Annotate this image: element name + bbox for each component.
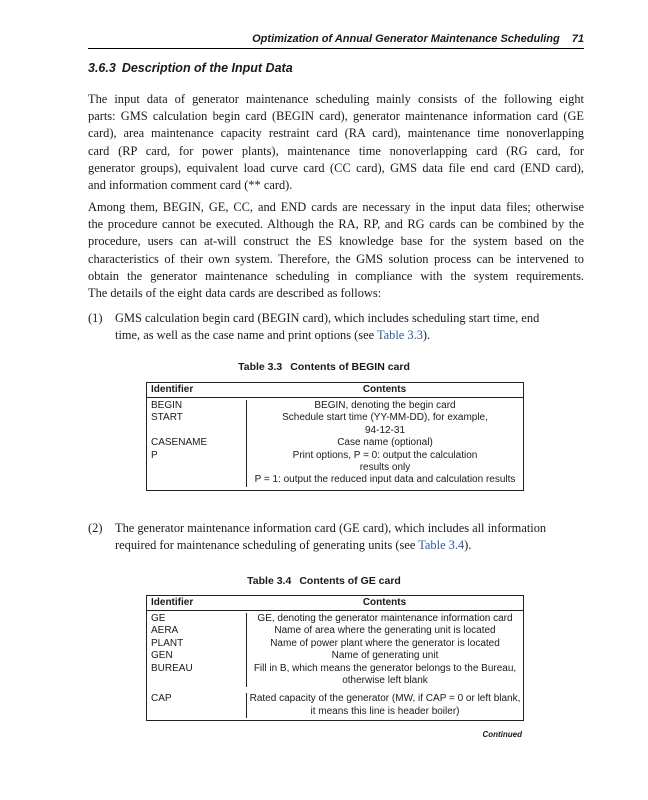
section-title: Description of the Input Data xyxy=(121,61,293,75)
table-row xyxy=(147,437,523,449)
table-row xyxy=(147,400,523,412)
cell-identifier: CAP xyxy=(151,693,172,705)
paragraph-1 xyxy=(88,91,584,194)
cell-contents: it means this line is header boiler) xyxy=(310,705,460,717)
text-line: generator groups), equivalent load curve card (CC card), GMS data file end card (END card), xyxy=(88,160,584,175)
header-contents: Contents xyxy=(362,384,407,395)
cell-identifier: BEGIN xyxy=(151,400,183,411)
text-line: obtain the generator maintenance scheduling in compliance with the system requirements. xyxy=(88,268,584,283)
cell-contents: otherwise left blank xyxy=(342,675,428,687)
text-line: procedure, users can at-will construct the ES knowledge base for the system based on the xyxy=(88,234,584,249)
section-heading xyxy=(88,61,293,75)
table-number: Table 3.4 xyxy=(247,575,292,587)
text-line: characteristics of their own system. Therefore, the GMS solution process can be intervened to xyxy=(88,251,584,266)
text-line: time, as well as the case name and print options (see xyxy=(115,328,377,343)
table-3-3-caption xyxy=(0,361,648,373)
cell-contents: BEGIN, denoting the begin card xyxy=(314,400,456,411)
running-title: Optimization of Annual Generator Maintenance Scheduling xyxy=(252,33,560,45)
table-number: Table 3.3 xyxy=(238,361,283,373)
text-line: the procedure cannot be executed. Although the RA, RP, and RG cards can be combined by the xyxy=(88,217,584,232)
cell-identifier: CASENAME xyxy=(151,437,208,449)
table-header xyxy=(147,383,523,398)
table-link[interactable]: Table 3.4 xyxy=(418,538,465,553)
table-row xyxy=(147,450,523,475)
list-item-2 xyxy=(88,520,584,554)
continued-note: Continued xyxy=(482,730,522,739)
cell-contents: Fill in B, which means the generator belongs to the Bureau, xyxy=(253,662,517,674)
text-line: ). xyxy=(464,538,472,553)
table-3-4 xyxy=(146,595,524,721)
list-label: (2) xyxy=(88,521,103,535)
list-label: (1) xyxy=(88,311,103,325)
cell-identifier: GEN xyxy=(151,650,173,662)
cell-contents: results only xyxy=(359,462,411,474)
cell-identifier xyxy=(147,474,246,486)
table-row xyxy=(147,412,523,437)
cell-identifier: START xyxy=(151,412,183,424)
cell-contents: 94-12-31 xyxy=(364,424,406,436)
text-line: The generator maintenance information card (GE card), which includes all information xyxy=(115,521,547,535)
running-header xyxy=(88,32,584,49)
header-identifier: Identifier xyxy=(151,597,194,608)
text-line: and information comment card (** card). xyxy=(88,178,293,193)
table-row xyxy=(147,650,523,662)
cell-contents: Name of generating unit xyxy=(331,650,439,662)
cell-identifier: AERA xyxy=(151,625,179,637)
text-line: required for maintenance scheduling of generating units (see xyxy=(115,538,419,553)
table-link[interactable]: Table 3.3 xyxy=(376,328,423,343)
cell-identifier: PLANT xyxy=(151,637,184,649)
text-line: parts: GMS calculation begin card (BEGIN card), generator maintenance information card (GE xyxy=(88,109,584,124)
text-line: GMS calculation begin card (BEGIN card), which includes scheduling start time, end xyxy=(115,311,540,325)
table-title: Contents of GE card xyxy=(299,575,401,587)
page-number: 71 xyxy=(571,33,584,45)
cell-contents: Schedule start time (YY-MM-DD), for example, xyxy=(282,412,488,424)
header-identifier: Identifier xyxy=(151,384,194,395)
cell-contents: Name of power plant where the generator is located xyxy=(270,637,500,649)
text-line: The details of the eight data cards are described as follows: xyxy=(88,286,382,301)
cell-identifier: BUREAU xyxy=(151,662,193,674)
cell-contents: Print options, P = 0: output the calculation xyxy=(292,449,478,461)
cell-identifier: GE xyxy=(151,613,166,624)
cell-contents: Rated capacity of the generator (MW, if CAP = 0 or left blank, xyxy=(249,693,521,705)
text-line: card (RP card, for power plants), maintenance time nonoverlapping card (RG card, for xyxy=(88,143,584,158)
cell-contents: Case name (optional) xyxy=(337,437,433,449)
text-line: ). xyxy=(422,328,431,343)
header-contents: Contents xyxy=(362,597,407,608)
table-row xyxy=(147,693,523,720)
list-item-1 xyxy=(88,310,584,344)
cell-contents: GE, denoting the generator maintenance information card xyxy=(257,613,513,624)
cell-contents: Name of area where the generating unit is located xyxy=(274,625,496,637)
table-header xyxy=(147,596,523,611)
table-row xyxy=(147,474,523,489)
table-row xyxy=(147,625,523,637)
paragraph-2 xyxy=(88,199,584,302)
text-line: card), area maintenance capacity restraint card (RA card), maintenance time nonoverlapping xyxy=(88,126,584,141)
text-line: Among them, BEGIN, GE, CC, and END cards are necessary in the input data files; otherwise xyxy=(88,200,584,214)
table-3-4-caption xyxy=(0,575,648,587)
section-number: 3.6.3 xyxy=(88,61,116,75)
table-row xyxy=(147,638,523,650)
table-title: Contents of BEGIN card xyxy=(290,361,410,373)
cell-identifier: P xyxy=(151,449,158,461)
table-row xyxy=(147,613,523,625)
cell-contents: P = 1: output the reduced input data and calculation results xyxy=(254,474,516,486)
table-3-3 xyxy=(146,382,524,491)
text-line: The input data of generator maintenance scheduling mainly consists of the following eight xyxy=(88,92,584,106)
table-row xyxy=(147,663,523,694)
